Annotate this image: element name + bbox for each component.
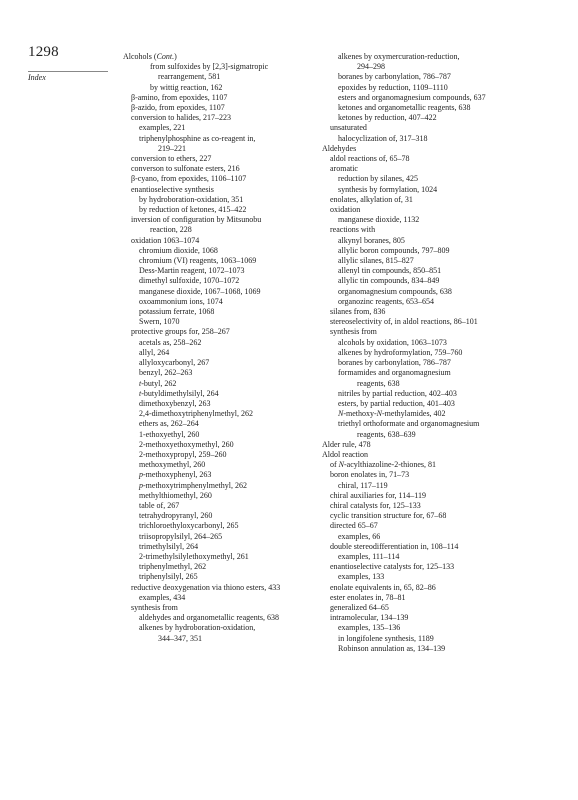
index-entry: boranes by carbonylation, 786–787 [338,72,451,82]
index-entry: by wittig reaction, 162 [150,82,223,92]
index-entry: acetals as, 258–262 [139,337,202,347]
index-entry: tetrahydropyranyl, 260 [139,511,213,521]
index-entry: examples, 133 [338,572,385,582]
page-number: 1298 [28,44,59,60]
index-entry: Alder rule, 478 [322,439,371,449]
index-entry: Robinson annulation as, 134–139 [338,643,446,653]
index-entry: oxoammonium ions, 1074 [139,296,223,306]
index-entry: 294–298 [357,62,385,72]
index-column-right [322,52,537,654]
index-entry: converson to sulfonate esters, 216 [131,164,240,174]
index-entry: dimethyl sulfoxide, 1070–1072 [139,276,240,286]
index-entry: from sulfoxides by [2,3]-sigmatropic [150,62,269,72]
index-entry: of N-acylthiazoline-2-thiones, 81 [330,460,436,470]
index-entry: trimethylsilyl, 264 [139,541,199,551]
index-entry: examples, 434 [139,592,186,602]
index-entry: 344–347, 351 [158,633,202,643]
index-entry: enolate equivalents in, 65, 82–86 [330,582,436,592]
index-entry: allenyl tin compounds, 850–851 [338,266,442,276]
index-entry: chromium dioxide, 1068 [139,245,218,255]
index-entry: methylthiomethyl, 260 [139,490,212,500]
index-entry: by hydroboration-oxidation, 351 [139,194,244,204]
index-entry: reductive deoxygenation via thiono esters, 433 [131,582,281,592]
index-entry: Aldol reaction [322,449,368,459]
index-entry: benzyl, 262–263 [139,368,193,378]
index-entry: β-azido, from epoxides, 1107 [131,103,225,113]
index-entry: 2,4-dimethoxytriphenylmethyl, 262 [139,409,253,419]
index-entry: potassium ferrate, 1068 [139,307,215,317]
index-entry: examples, 135–136 [338,623,401,633]
index-entry: β-amino, from epoxides, 1107 [131,92,228,102]
index-entry: manganese dioxide, 1067–1068, 1069 [139,286,261,296]
header-rule [28,71,108,72]
index-entry: ketones by reduction, 407–422 [338,113,437,123]
index-entry: table of, 267 [139,500,180,510]
index-entry: organozinc reagents, 653–654 [338,296,435,306]
index-entry: methoxymethyl, 260 [139,460,206,470]
index-entry: 2-methoxypropyl, 259–260 [139,449,227,459]
index-entry: silanes from, 836 [330,307,386,317]
index-entry: chiral catalysts for, 125–133 [330,500,421,510]
index-entry: synthesis by formylation, 1024 [338,184,438,194]
index-entry: aldol reactions of, 65–78 [330,154,410,164]
index-entry: 1-ethoxyethyl, 260 [139,429,200,439]
index-entry: aromatic [330,164,358,174]
index-entry: reagents, 638–639 [357,429,416,439]
index-entry: boranes by carbonylation, 786–787 [338,358,451,368]
index-entry: halocyclization of, 317–318 [338,133,428,143]
index-entry: allylic tin compounds, 834–849 [338,276,440,286]
index-entry: in longifolene synthesis, 1189 [338,633,434,643]
index-entry: examples, 66 [338,531,381,541]
index-entry: rearrangement, 581 [158,72,221,82]
index-entry: triphenylsilyl, 265 [139,572,198,582]
index-entry: N-methoxy-N-methylamides, 402 [338,409,446,419]
index-entry: oxidation [330,205,361,215]
index-entry: t-butyldimethylsilyl, 264 [139,388,219,398]
index-entry: Aldehydes [322,143,357,153]
index-entry: stereoselectivity of, in aldol reactions, 86–101 [330,317,478,327]
index-entry: 2-trimethylsilylethoxymethyl, 261 [139,551,249,561]
index-entry: chiral auxiliaries for, 114–119 [330,490,426,500]
index-entry: triphenylmethyl, 262 [139,562,207,572]
index-entry: triphenylphosphine as co-reagent in, [139,133,256,143]
index-entry: alkenes by hydroformylation, 759–760 [338,347,463,357]
index-entry: by reduction of ketones, 415–422 [139,205,247,215]
index-entry: p-methoxyphenyl, 263 [139,470,212,480]
index-entry: allylic silanes, 815–827 [338,256,414,266]
index-entry: allyloxycarbonyl, 267 [139,358,210,368]
index-entry: reactions with [330,225,376,235]
index-entry: cyclic transition structure for, 67–68 [330,511,447,521]
index-entry: formamides and organomagnesium [338,368,451,378]
index-entry: alkenes by oxymercuration-reduction, [338,52,460,61]
index-entry: unsaturated [330,123,367,133]
index-entry: esters, by partial reduction, 401–403 [338,398,455,408]
running-head: Index [28,73,46,82]
index-entry: nitriles by partial reduction, 402–403 [338,388,457,398]
index-entry: inversion of configuration by Mitsunobu [131,215,262,225]
index-entry: boron enolates in, 71–73 [330,470,410,480]
index-entry: ester enolates in, 78–81 [330,592,406,602]
index-column-left [123,52,313,644]
index-entry: oxidation 1063–1074 [131,235,200,245]
index-entry: examples, 221 [139,123,186,133]
index-entry: enantioselective catalysts for, 125–133 [330,562,455,572]
index-entry: allylic boron compounds, 797–809 [338,245,450,255]
index-entry: alcohols by oxidation, 1063–1073 [338,337,447,347]
index-entry: ketones and organometallic reagents, 638 [338,103,471,113]
index-entry: reaction, 228 [150,225,192,235]
index-entry: triisopropylsilyl, 264–265 [139,531,223,541]
index-entry: chiral, 117–119 [338,480,388,490]
index-entry: enantioselective synthesis [131,184,214,194]
index-entry: esters and organomagnesium compounds, 637 [338,92,486,102]
index-entry: alkynyl boranes, 805 [338,235,405,245]
index-entry: reagents, 638 [357,378,400,388]
index-entry: dimethoxybenzyl, 263 [139,398,211,408]
index-entry: generalized 64–65 [330,602,389,612]
index-entry: examples, 111–114 [338,551,400,561]
index-entry: triethyl orthoformate and organomagnesium [338,419,480,429]
index-entry: conversion to halides, 217–223 [131,113,231,123]
index-entry: enolates, alkylation of, 31 [330,194,413,204]
index-entry: aldehydes and organometallic reagents, 638 [139,613,280,623]
index-entry: 219–221 [158,143,186,153]
index-entry: Swern, 1070 [139,317,180,327]
index-entry: chromium (VI) reagents, 1063–1069 [139,256,257,266]
index-entry: manganese dioxide, 1132 [338,215,420,225]
index-entry: organomagnesium compounds, 638 [338,286,452,296]
index-entry: β-cyano, from epoxides, 1106–1107 [131,174,247,184]
index-entry: synthesis from [330,327,377,337]
index-entry: reduction by silanes, 425 [338,174,418,184]
index-entry: p-methoxytrimphenylmethyl, 262 [139,480,247,490]
index-entry: epoxides by reduction, 1109–1110 [338,82,448,92]
index-entry: conversion to ethers, 227 [131,154,212,164]
index-entry: t-butyl, 262 [139,378,177,388]
index-entry: Alcohols (Cont.) [123,52,177,61]
index-entry: intramolecular, 134–139 [330,613,409,623]
index-entry: alkenes by hydroboration-oxidation, [139,623,256,633]
index-entry: ethers as, 262–264 [139,419,199,429]
index-entry: 2-methoxyethoxymethyl, 260 [139,439,234,449]
index-entry: synthesis from [131,602,178,612]
index-entry: directed 65–67 [330,521,378,531]
index-entry: allyl, 264 [139,347,170,357]
index-entry: Dess-Martin reagent, 1072–1073 [139,266,245,276]
index-entry: protective groups for, 258–267 [131,327,230,337]
index-entry: double stereodifferentiation in, 108–114 [330,541,459,551]
index-entry: trichloroethyloxycarbonyl, 265 [139,521,239,531]
